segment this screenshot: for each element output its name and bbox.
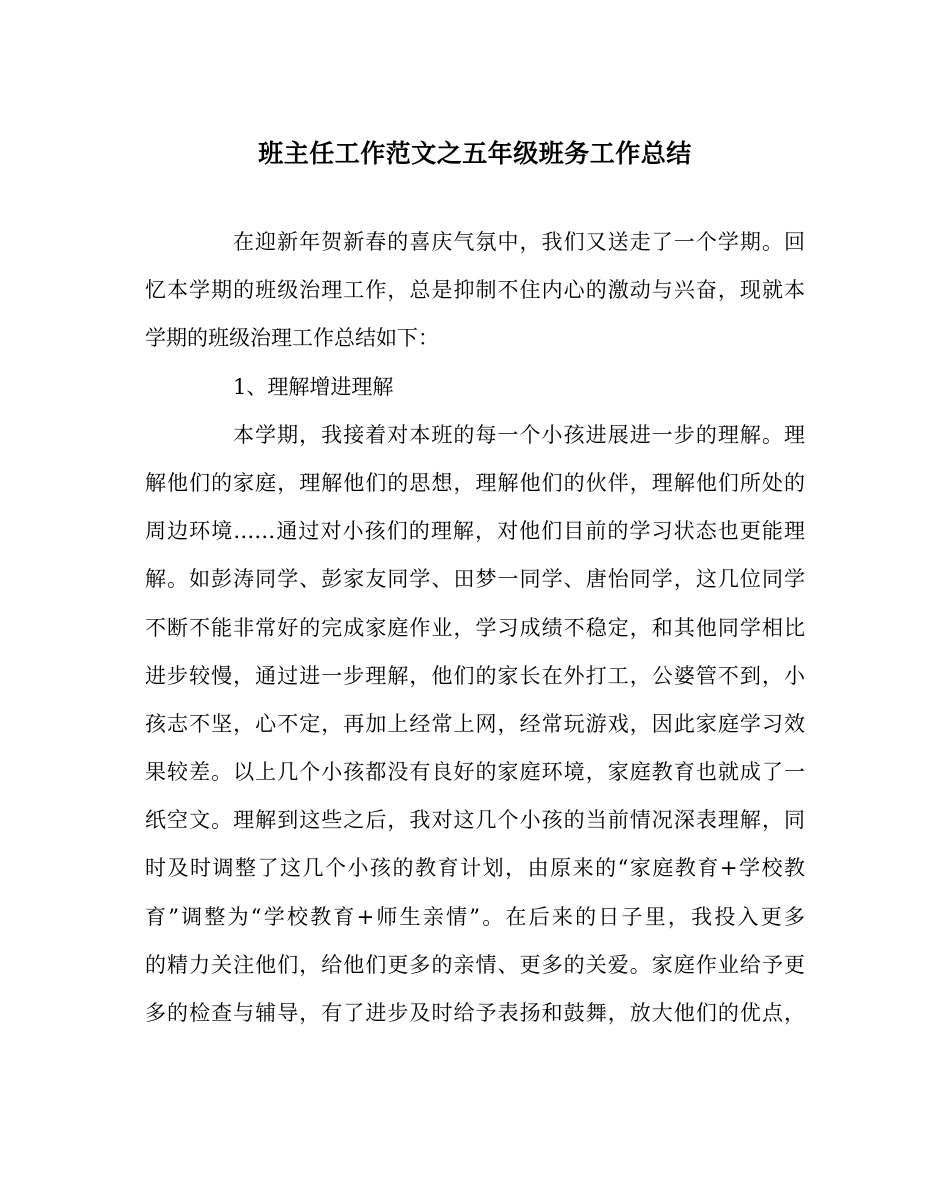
text-line-7: 周边环境……通过对小孩们的理解，对他们目前的学习状态也更能理	[145, 519, 805, 544]
document-title: 班主任工作范文之五年级班务工作总结	[258, 139, 692, 168]
text-line-8: 解。如彭涛同学、彭家友同学、田梦一同学、唐怡同学，这几位同学	[145, 567, 805, 592]
text-line-11: 孩志不坚，心不定，再加上经常上网，经常玩游戏，因此家庭学习效	[145, 711, 805, 736]
text-line-2: 忆本学期的班级治理工作，总是抑制不住内心的激动与兴奋，现就本	[145, 278, 805, 303]
text-line-1: 在迎新年贺新春的喜庆气氛中，我们又送走了一个学期。回	[233, 230, 805, 254]
text-line-9: 不断不能非常好的完成家庭作业，学习成绩不稳定，和其他同学相比	[145, 615, 805, 640]
text-line-16: 的精力关注他们，给他们更多的亲情、更多的关爱。家庭作业给予更	[145, 952, 805, 977]
section-heading-1: 1、理解增进理解	[233, 374, 394, 399]
text-line-15: 育”调整为“学校教育+师生亲情”。在后来的日子里，我投入更多	[145, 904, 805, 929]
text-line-5: 本学期，我接着对本班的每一个小孩进展进一步的理解。理	[233, 422, 805, 447]
text-line-12: 果较差。以上几个小孩都没有良好的家庭环境，家庭教育也就成了一	[145, 760, 805, 785]
document-body	[145, 218, 805, 1037]
text-line-14: 时及时调整了这几个小孩的教育计划，由原来的“家庭教育+学校教	[145, 856, 805, 881]
text-line-3: 学期的班级治理工作总结如下：	[145, 326, 439, 351]
text-line-10: 进步较慢，通过进一步理解，他们的家长在外打工，公婆管不到，小	[145, 663, 805, 688]
text-line-6: 解他们的家庭，理解他们的思想，理解他们的伙伴，理解他们所处的	[145, 470, 805, 495]
text-line-17: 多的检查与辅导，有了进步及时给予表扬和鼓舞，放大他们的优点，	[145, 1001, 805, 1025]
text-line-13: 纸空文。理解到这些之后，我对这几个小孩的当前情况深表理解，同	[145, 808, 805, 833]
